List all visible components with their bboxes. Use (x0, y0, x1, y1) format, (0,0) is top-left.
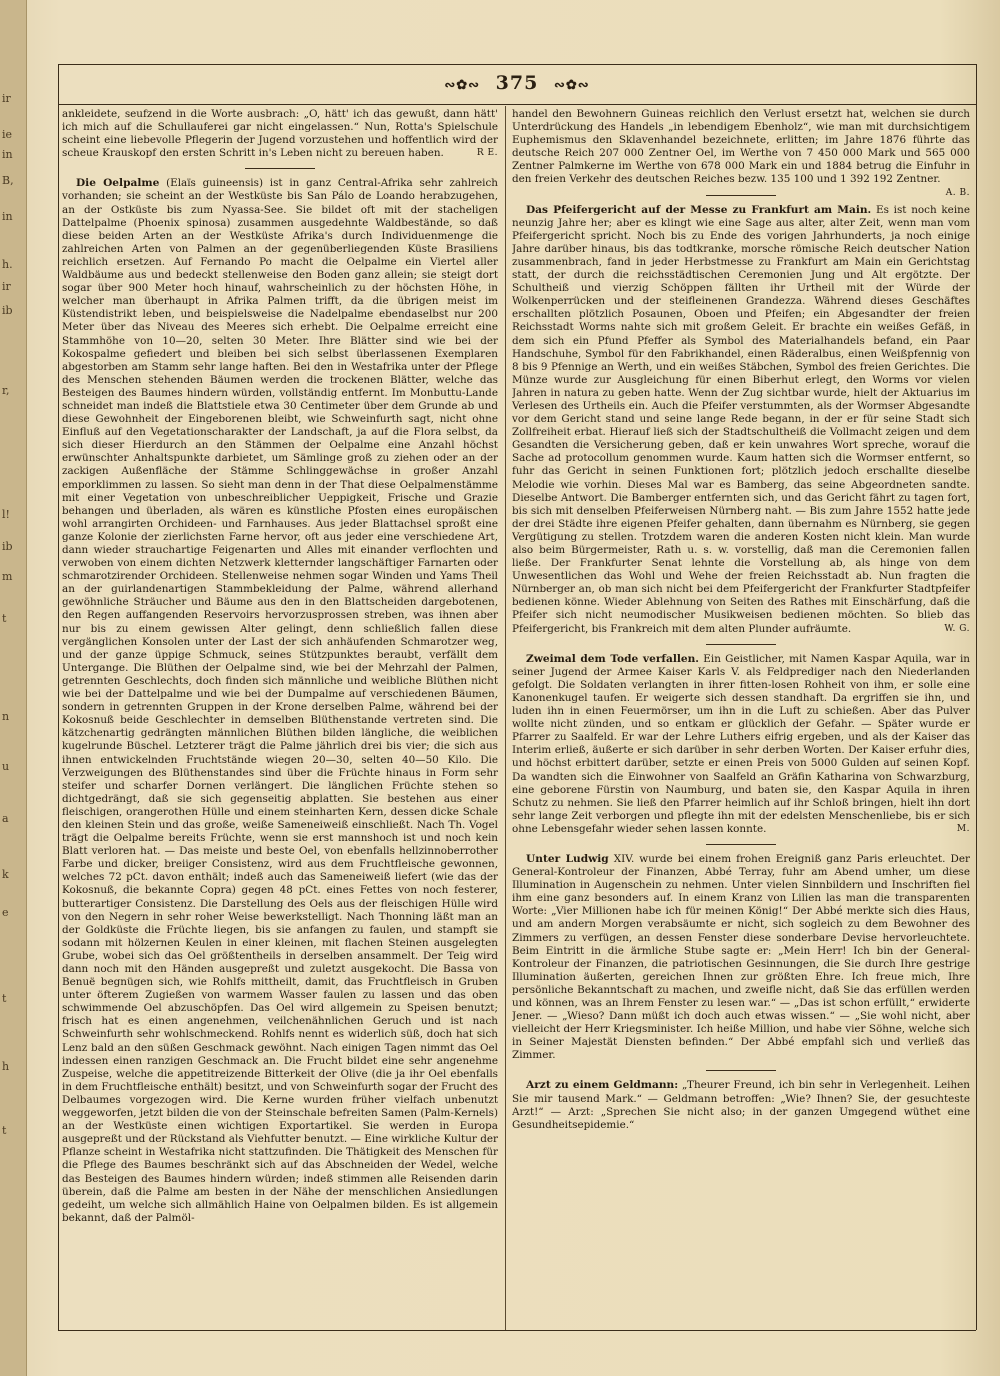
left-column (62, 108, 498, 1326)
article-heading: Zweimal dem Tode verfallen. (526, 652, 699, 665)
gutter-fragment: r, (2, 384, 10, 397)
right-border-rule (976, 64, 977, 1330)
article-body: XIV. wurde bei einem frohen Ereigniß ganz Paris erleuchtet. Der General-Kontroleur der Finanzen, Abbé Terray, fuhr am Abend umher, um diese Illumination in Augenschein zu nehmen. Unter vielen Sinnbildern und Inschriften fiel ihm eine ganz besonders auf. In einem Kranz von Lilien las man die transparenten Worte: „Vier Millionen habe ich für meinen König!“ Der Abbé merkte sich dies Haus, und am andern Morgen verabsäumte er nicht, sich sogleich zu dem Bewohner des Zimmers zu verfügen, an dessen Fenster diese sonderbare Devise hervorleuchtete. Beim Eintritt in die ärmliche Stube sagte er: „Mein Herr! Ich bin der General-Kontroleur der Finanzen, die patriotischen Gesinnungen, die Sie durch Ihre gestrige Illumination äußerten, gereichen Ihnen zur größten Ehre. Ich freue mich, Ihre persönliche Bekanntschaft zu machen, und zweifle nicht, daß Sie das erfüllen werden und können, was an Ihrem Fenster zu lesen war.“ — „Das ist schon erfüllt,“ erwiderte Jener. — „Wieso? Dann müßt ich doch auch etwas wissen.“ — „Sie wohl nicht, aber vielleicht der Herr Kriegsminister. Ich heiße Million, und habe vier Söhne, welche sich in Seiner Majestät Diensten befinden.“ Der Abbé empfahl sich und verließ das Zimmer. (512, 852, 970, 1062)
gutter-fragment: ib (2, 540, 13, 553)
page-header (58, 72, 976, 94)
signature: W. G. (944, 623, 970, 634)
gutter-fragment: t (2, 1124, 7, 1137)
ornament-left-icon: ∾✿∾ (444, 78, 481, 93)
gutter-fragment: B, (2, 174, 14, 187)
header-rule (58, 104, 976, 105)
article-continuation (62, 108, 498, 160)
gutter-fragment: in (2, 148, 13, 161)
gutter-fragment: h (2, 1060, 10, 1073)
gutter-fragment: t (2, 612, 7, 625)
gutter-fragment: ir (2, 280, 11, 293)
ornament-right-icon: ∾✿∾ (553, 78, 590, 93)
article-separator (706, 1070, 776, 1071)
gutter-fragment: u (2, 760, 10, 773)
article-oelpalme (62, 177, 498, 1225)
continuation-text: ankleidete, seufzend in die Worte ausbrach: „O, hätt' ich das gewußt, dann hätt' ich mich auf die Schullauferei gar nicht eingelassen.“ Nun, Rotta's Spielschule scheint eine liebevolle Pflegerin der Jugend vorzustehen und hoffentlich wird der scheue Krauskopf den ersten Schritt in's Leben nicht zu bereuen haben. (62, 108, 498, 160)
gutter-fragment: t (2, 992, 7, 1005)
gutter-fragment: h. (2, 258, 13, 271)
article-body: Ein Geistlicher, mit Namen Kaspar Aquila, war in seiner Jugend der Armee Kaiser Karls V. als Feldprediger nach den Niederlanden gefolgt. Die Soldaten verlangten in ihrer fitten-losen Rohheit von ihm, er solle eine Kanonenkugel taufen. Er weigerte sich dessen standhaft. Da ergriffen sie ihn, und luden ihn in einen Feuermörser, um ihn in die Luft zu schießen. Aber das Pulver wollte nicht zünden, und so entkam er glücklich der Gefahr. — Später wurde er Pfarrer zu Saalfeld. Er war der Lehre Luthers eifrig ergeben, und als der Kaiser das Interim erließ, äußerte er sich darüber in sehr derben Worten. Der Kaiser erfuhr dies, und höchst erbittert darüber, setzte er einen Preis von 5000 Gulden auf seinen Kopf. Da wandten sich die Einwohner von Saalfeld an Gräfin Katharina von Schwarzburg, eine geborene Fürstin von Naumburg, und baten sie, den Kaspar Aquila in ihren Schutz zu nehmen. Sie ließ den Pfarrer heimlich auf ihr Schloß bringen, hielt ihn dort sehr lange Zeit verborgen und pflegte ihn mit der edelsten Menschenliebe, bis er sich ohne Lebensgefahr wieder sehen lassen konnte. (512, 652, 970, 835)
gutter-fragment: ib (2, 304, 13, 317)
column-divider (505, 106, 506, 1330)
article-continuation (512, 108, 970, 198)
article-arzt (512, 1079, 970, 1131)
page-number: 375 (495, 72, 539, 94)
article-separator (245, 168, 315, 169)
top-border-rule (58, 64, 976, 65)
article-separator (706, 844, 776, 845)
gutter-fragment: a (2, 812, 9, 825)
left-border-rule (58, 64, 59, 1330)
article-body: (Elaïs guineensis) ist in ganz Central-Afrika sehr zahlreich vorhanden; sie scheint an der Westküste bis San Pálo de Loando herabzugehen, an der Ostküste bis zum Nyassa-See. Sie bildet oft mit der stacheligen Dattelpalme (Phoenix spinosa) zusammen ausgedehnte Waldbestände, so daß diese beiden Arten an der Westküste Afrika's durch Individuenmenge die zahlreichen Arten von Palmen an der gegenüberliegenden Küste Brasiliens reichlich ersetzen. Auf Fernando Po macht die Oelpalme ein Viertel aller Waldbäume aus und bedeckt stellenweise den Boden ganz allein; sie steigt dort sogar über 900 Meter hoch hinauf, wahrscheinlich zu der höchsten Höhe, in welcher man überhaupt in Afrika Palmen trifft, da die übrigen meist im Küstendistrikt leben, und beispielsweise die Nadelpalme ebendaselbst nur 200 Meter über das Niveau des Meeres sich erhebt. Die Oelpalme erreicht eine Stammhöhe von 10—20, selten 30 Meter. Ihre Blätter sind wie bei der Kokospalme gefiedert und bleiben bei sich selbst überlassenen Exemplaren abgestorben am Stamm sehr lange haften. Bei den in Westafrika unter der Pflege des Menschen stehenden Bäumen werden die trockenen Blätter, welche das Besteigen des Baumes hindern würden, vollständig entfernt. Im Monbuttu-Lande schneidet man indeß die Blattstiele etwa 30 Centimeter über dem Grunde ab und diese Gewohnheit der Eingeborenen bleibt, wie Schweinfurth sagt, nicht ohne Einfluß auf den Vegetationscharakter der Landschaft, ja auf die Flora selbst, da sich dieser Hierdurch an den Stämmen der Oelpalme eine Anzahl höchst erwünschter Anhaltspunkte darbietet, um Sämlinge groß zu ziehen oder an der zackigen Außenfläche der Stämme Schlinggewächse in großer Anzahl emporklimmen zu lassen. So sieht man denn in der That diese Oelpalmenstämme mit einer Vegetation von unbeschreiblicher Ueppigkeit, Frische und Grazie behangen und überladen, als wären es künstliche Pfosten eines europäischen wohl arrangirten Orchideen- und Farnhauses. Aus jeder Blattachsel sproßt eine ganze Kolonie der zierlichsten Farne hervor, oft aus jeder eine verschiedene Art, dann wieder strauchartige Feigenarten und Alles mit einander verflochten und verwoben von einem dichten Netzwerk kletternder langschäftiger Farnarten oder schmarotzirender Orchideen. Stellenweise nehmen sogar Winden und Yams Theil an der guirlandenartigen Stammbekleidung der Palme, während allerhand gewöhnliche Sträucher und Bäume aus den in den Blattscheiden dargebotenen, den Regen auffangenden Reservoirs hervorzusprossen streben, was ihnen aber nur bis zu einem gewissen Alter gelingt, denn schließlich fallen diese vergänglichen Konsolen unter der Last der sich anhäufenden Schmarotzer weg, und der ganze üppige Schmuck, seines Stützpunktes beraubt, verfällt dem Untergange. Die Blüthen der Oelpalme sind, wie bei der Mehrzahl der Palmen, getrennten Geschlechts, doch finden sich männliche und weibliche Blüthen nicht wie bei der Dattelpalme und wie bei der Dumpalme auf verschiedenen Bäumen, sondern in getrennten Gruppen in der Krone derselben Palme, während bei der Kokosnuß beide Geschlechter in demselben Blüthenstande vertreten sind. Die kätzchenartig gedrängten männlichen Blüthen bilden längliche, die weiblichen kugelrunde Büschel. Letzterer trägt die Palme jährlich drei bis vier; die sich aus ihnen entwickelnden Fruchtstände wiegen 20—30, selten 40—50 Kilo. Die Verzweigungen des Blüthenstandes sind über die Früchte hinaus in Form sehr steifer und scharfer Dornen verlängert. Die länglichen Früchte stehen so dichtgedrängt, daß sie sich gegenseitig abplatten. Sie bestehen aus einer fleischigen, orangerothen Hülle und einem steinharten Kern, dessen dicke Schale den kleinen Stein und das große, weiße Sameneiweiß einschließt. Nach Th. Vogel trägt die Oelpalme bereits Früchte, wenn sie erst mannshoch ist und noch kein Blatt verloren hat. — Das meiste und beste Oel, von ebenfalls hellzinnoberrother Farbe und dicker, breiiger Consistenz, wird aus dem Fruchtfleische gewonnen, welches 72 pCt. davon enthält; indeß auch das Sameneiweiß liefert (wie das der Kokosnuß, die bekannte Copra) gegen 48 pCt. eines Fettes von noch festerer, butterartiger Consistenz. Die Darstellung des Oels aus der fleischigen Hülle wird von den Negern in sehr roher Weise bewerkstelligt. Nach Thonning läßt man an der Goldküste die Früchte liegen, bis sie anfangen zu faulen, und stampft sie sodann mit hölzernen Keulen in einer kleinen, mit flachen Steinen ausgelegten Grube, wobei sich das Oel größtentheils in derselben ansammelt. Der Teig wird dann noch mit den Händen ausgepreßt und zuletzt ausgekocht. Die Bassa von Benuë begnügen sich, wie Rohlfs mittheilt, damit, das Fruchtfleisch in Gruben unter öfterem Zugießen von warmem Wasser faulen zu lassen und das oben schwimmende Oel abzuschöpfen. Das Oel wird allgemein zu Speisen benutzt; frisch hat es einen angenehmen, veilchenähnlichen Geruch und ist nach Schweinfurth sehr wohlschmeckend. Rohlfs nennt es widerlich süß, doch hat sich Lenz bald an den süßen Geschmack gewöhnt. Nach einigen Tagen nimmt das Oel indessen einen ranzigen Geschmack an. Die Frucht bildet eine sehr angenehme Zuspeise, welche die appetitreizende Bitterkeit der Olive (die ja ihr Oel ebenfalls in dem Fruchtfleische enthält) besitzt, und von Schweinfurth sogar der Frucht des Delbaumes vorgezogen wird. Die Kerne wurden früher vielfach unbenutzt weggeworfen, jetzt bilden die von der Steinschale befreiten Samen (Palm-Kernels) an der Westküste einen wichtigen Exportartikel. Sie werden in Europa ausgepreßt und der Rückstand als Viehfutter benutzt. — Eine wirkliche Kultur der Pflanze scheint in Westafrika nicht stattzufinden. Die Thätigkeit des Menschen für die Pflege des Baumes beschränkt sich auf das Abschneiden der Wedel, welche das Besteigen des Baumes hindern würden; indeß stimmen alle Reisenden darin überein, daß die Palme am besten in der Nähe der menschlichen Ansiedlungen gedeiht, um welche sich allmählich Haine von Oelpalmen bilden. Es ist allgemein bekannt, daß der Palmöl- (62, 177, 498, 1224)
signature: M. (956, 823, 970, 834)
article-heading: Die Oelpalme (76, 177, 160, 190)
article-separator (706, 195, 776, 196)
article-heading: Das Pfeifergericht auf der Messe zu Frankfurt am Main. (526, 203, 872, 216)
gutter-fragment: k (2, 868, 9, 881)
article-pfeifergericht (512, 204, 970, 636)
article-separator (706, 644, 776, 645)
adjacent-page-edge (0, 0, 27, 1376)
continuation-text: handel den Bewohnern Guineas reichlich den Verlust ersetzt hat, welchen sie durch Unterdrückung des Handels „in lebendigem Ebenholz“, wie man mit durchsichtigem Euphemismus den Sklavenhandel bezeichnete, erlitten; im Jahre 1876 führte das deutsche Reich 207 000 Zentner Oel, im Werthe von 7 450 000 Mark und 565 000 Zentner Palmkerne im Werthe von 678 000 Mark ein und 1884 betrug die Einfuhr in den freien Verkehr des deutschen Reiches bezw. 135 100 und 1 392 192 Zentner. (512, 108, 970, 186)
article-body: „Theurer Freund, ich bin sehr in Verlegenheit. Leihen Sie mir tausend Mark.“ — Geldmann betroffen: „Wie? Ihnen? Sie, der gesuchteste Arzt!“ — Arzt: „Sprechen Sie nicht also; in der ganzen Umgegend wüthet eine Gesundheitsepidemie.“ (512, 1079, 970, 1131)
signature: A. B. (945, 187, 970, 198)
article-heading: Unter Ludwig (526, 852, 609, 865)
article-body: Es ist noch keine neunzig Jahre her; aber es klingt wie eine Sage aus alter, alter Zeit, wenn man vom Pfeifergericht spricht. Noch bis zu Ende des vorigen Jahrhunderts, ja noch einige Jahre darüber hinaus, bis das todtkranke, morsche römische Reich deutscher Nation zusammenbrach, fand in jeder Herbstmesse zu Frankfurt am Main ein Gerichtstag statt, der durch die reichsstädtischen Ceremonien Jung und Alt ergötzte. Der Schultheiß und vierzig Schöppen fällten ihr Urtheil mit der Würde der Wolkenperrücken und der steifleinenen Grandezza. Während dieses Geschäftes erschallten plötzlich Posaunen, Oboen und Pfeifen; ein Abgesandter der freien Reichsstadt Worms nahte sich mit großem Geleit. Er brachte ein weißes Gefäß, in dem sich ein Pfund Pfeffer als Symbol des Materialhandels befand, ein Paar Handschuhe, Symbol für den Fabrikhandel, einen Räderalbus, einen Weißpfennig von 8 bis 9 Pfennige an Werth, und ein weißes Stäbchen, Symbol des freien Gerichtes. Die Münze wurde zur Ausgleichung für einen Biberhut erlegt, den Worms vor vielen Jahren in natura zu geben hatte. Wenn der Zug sichtbar wurde, hielt der Aktuarius im Verlesen des Urtheils ein. Auch die Pfeifer verstummten, als der Wormser Abgesandte vor dem Gericht stand und seine lange Rede begann, in der er für seine Stadt sich Zollfreiheit erbat. Hierauf ließ sich der Stadtschultheiß die Vollmacht zeigen und dem Gesandten die Versicherung geben, daß er kein unwahres Wort spreche, worauf die Sache ad protocollum genommen wurde. Kaum hatten sich die Wormser entfernt, so fuhr das Gericht in seinen Funktionen fort; plötzlich jedoch erschallte dieselbe Melodie wie vorhin. Dieses Mal war es Bamberg, das seine Abgeordneten sandte. Dieselbe Antwort. Die Bamberger entfernten sich, und das Gericht fährt zu tagen fort, bis sich mit denselben Pfeiferweisen Nürnberg naht. — Bis zum Jahre 1552 hatte jede der drei Städte ihre eigenen Pfeifer gehalten, dann übernahm es Nürnberg, sie gegen Vergütigung zu stellen. Trotzdem waren die anderen Kosten nicht klein. Man wurde also beim Bürgermeister, Rath u. s. w. vorstellig, daß man die Ceremonien fallen ließe. Der Frankfurter Senat lehnte die Vorstellung ab, als hinge von dem Unwesentlichen das Wohl und Wehe der freien Reichsstadt ab. Nun fragten die Nürnberger an, ob man sich nicht bei dem Pfeifergericht der Frankfurter Stadtpfeifer bedienen könne. Wieder Ablehnung von Seiten des Rathes mit Einschärfung, daß die Pfeifer sich nicht neumodischer Musikweisen bedienen möchten. So blieb das Pfeifergericht, bis Frankreich mit dem alten Plunder aufräumte. (512, 203, 970, 635)
bottom-border-rule (58, 1330, 976, 1331)
article-zweimal-dem-tode (512, 653, 970, 836)
article-heading: Arzt zu einem Geldmann: (526, 1079, 679, 1092)
gutter-fragment: in (2, 210, 13, 223)
gutter-fragment: l! (2, 508, 10, 521)
signature: R E. (476, 148, 498, 159)
article-ludwig (512, 853, 970, 1063)
gutter-fragment: ie (2, 128, 13, 141)
gutter-fragment: n (2, 710, 10, 723)
gutter-fragment: e (2, 906, 9, 919)
gutter-fragment: ir (2, 92, 11, 105)
gutter-fragment: m (2, 570, 13, 583)
right-column (512, 108, 970, 1326)
